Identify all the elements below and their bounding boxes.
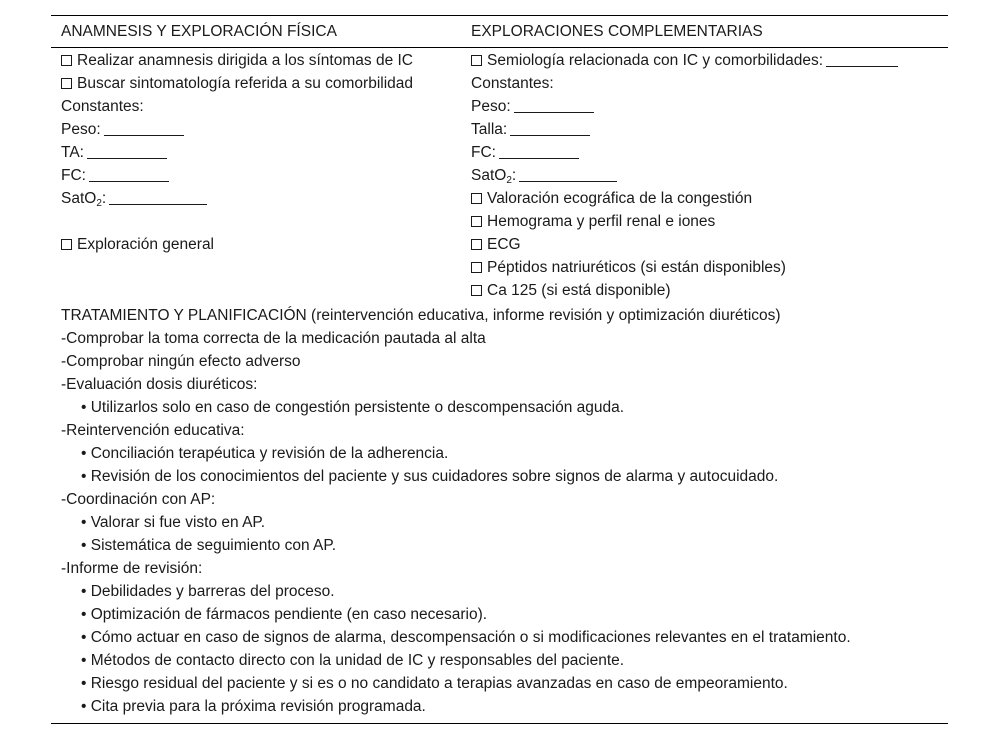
check-peptidos-item: [471, 256, 786, 279]
treatment-bullet: • Sistemática de seguimiento con AP.: [81, 537, 337, 554]
peso-blank-2[interactable]: [514, 98, 594, 113]
checkbox[interactable]: [471, 216, 482, 227]
treatment-line: -Evaluación dosis diuréticos:: [61, 376, 258, 393]
check-ca125-label: Ca 125 (si está disponible): [487, 282, 671, 299]
header-rule: [51, 47, 948, 48]
sato2-blank[interactable]: [109, 190, 207, 205]
table-top-rule: [51, 15, 948, 16]
treatment-heading: TRATAMIENTO Y PLANIFICACIÓN (reintervención educativa, informe revisión y optimización diuréticos): [61, 307, 781, 324]
talla-field: [471, 118, 590, 141]
checkbox[interactable]: [61, 55, 72, 66]
check-ca125-item: [471, 279, 671, 302]
peso-blank[interactable]: [104, 121, 184, 136]
semiologia-blank[interactable]: [826, 52, 898, 67]
treatment-bullet: • Riesgo residual del paciente y si es o no candidato a terapias avanzadas en caso de empeoramiento.: [81, 675, 788, 692]
checkbox[interactable]: [61, 78, 72, 89]
constantes-label: Constantes:: [61, 98, 144, 115]
checkbox[interactable]: [471, 285, 482, 296]
peso-field: [61, 118, 184, 141]
ta-field: [61, 141, 167, 164]
check-exploracion-label: Exploración general: [77, 236, 215, 253]
treatment-line: -Coordinación con AP:: [61, 491, 216, 508]
header-exploraciones: EXPLORACIONES COMPLEMENTARIAS: [471, 23, 763, 40]
treatment-bullet: • Conciliación terapéutica y revisión de la adherencia.: [81, 445, 449, 462]
check-comorbilidad-label: Buscar sintomatología referida a su comorbilidad: [77, 75, 414, 92]
treatment-line: -Reintervención educativa:: [61, 422, 245, 439]
fc-field-2: [471, 141, 579, 164]
checkbox[interactable]: [471, 55, 482, 66]
check-hemograma-item: [471, 210, 715, 233]
treatment-bullet: • Métodos de contacto directo con la unidad de IC y responsables del paciente.: [81, 652, 625, 669]
peso-label: Peso:: [61, 121, 101, 138]
header-anamnesis: ANAMNESIS Y EXPLORACIÓN FÍSICA: [61, 23, 337, 40]
peso-label-2: Peso:: [471, 98, 511, 115]
fc-blank[interactable]: [89, 167, 169, 182]
sato2-field-2: [471, 164, 617, 187]
treatment-bullet: • Cita previa para la próxima revisión programada.: [81, 698, 426, 715]
table-bottom-rule: [51, 723, 948, 724]
check-hemograma-label: Hemograma y perfil renal e iones: [487, 213, 716, 230]
checkbox[interactable]: [61, 239, 72, 250]
fc-blank-2[interactable]: [499, 144, 579, 159]
fc-label-2: FC:: [471, 144, 496, 161]
sato2-subscript: 2: [96, 198, 102, 209]
sato2-suffix: :: [101, 190, 107, 207]
peso-field-2: [471, 95, 594, 118]
check-semiologia-label: Semiología relacionada con IC y comorbilidades:: [487, 52, 824, 69]
constantes-label-2: Constantes:: [471, 75, 554, 92]
check-ecografia-label: Valoración ecográfica de la congestión: [487, 190, 753, 207]
check-peptidos-label: Péptidos natriuréticos (si están disponibles): [487, 259, 786, 276]
treatment-line: -Comprobar ningún efecto adverso: [61, 353, 301, 370]
ta-blank[interactable]: [87, 144, 167, 159]
check-ecg-label: ECG: [487, 236, 521, 253]
treatment-bullet: • Cómo actuar en caso de signos de alarma, descompensación o si modificaciones relevantes en el tratamiento.: [81, 629, 851, 646]
checkbox[interactable]: [471, 193, 482, 204]
treatment-bullet: • Optimización de fármacos pendiente (en caso necesario).: [81, 606, 488, 623]
sato2-blank-2[interactable]: [519, 167, 617, 182]
check-comorbilidad-item: [61, 72, 413, 95]
talla-label: Talla:: [471, 121, 508, 138]
fc-field: [61, 164, 169, 187]
sato2-subscript-2: 2: [506, 175, 512, 186]
sato2-suffix-2: :: [511, 167, 517, 184]
sato2-field: [61, 187, 207, 210]
ta-label: TA:: [61, 144, 84, 161]
treatment-bullet: • Revisión de los conocimientos del paciente y sus cuidadores sobre signos de alarma y autocuidado.: [81, 468, 779, 485]
fc-label: FC:: [61, 167, 86, 184]
checkbox[interactable]: [471, 239, 482, 250]
check-semiologia-item: [471, 49, 898, 72]
check-exploracion-item: [61, 233, 214, 256]
check-ecg-item: [471, 233, 521, 256]
check-anamnesis-label: Realizar anamnesis dirigida a los síntomas de IC: [77, 52, 413, 69]
treatment-bullet: • Valorar si fue visto en AP.: [81, 514, 266, 531]
check-ecografia-item: [471, 187, 752, 210]
talla-blank[interactable]: [510, 121, 590, 136]
check-anamnesis-item: [61, 49, 413, 72]
treatment-bullet: • Debilidades y barreras del proceso.: [81, 583, 335, 600]
checkbox[interactable]: [471, 262, 482, 273]
treatment-line: -Informe de revisión:: [61, 560, 203, 577]
sato2-prefix: SatO: [61, 190, 97, 207]
sato2-prefix-2: SatO: [471, 167, 507, 184]
treatment-bullet: • Utilizarlos solo en caso de congestión persistente o descompensación aguda.: [81, 399, 625, 416]
treatment-line: -Comprobar la toma correcta de la medicación pautada al alta: [61, 330, 486, 347]
